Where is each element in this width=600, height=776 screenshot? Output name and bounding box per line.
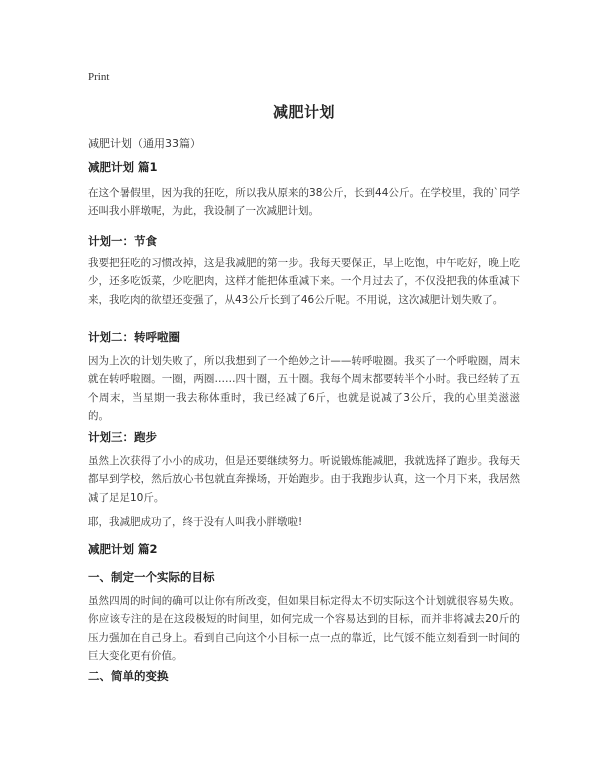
section-heading-article-1: 减肥计划 篇1 [88, 160, 158, 174]
document-title: 减肥计划 [272, 103, 335, 121]
paragraph-plan-3: 虽然上次获得了小小的成功，但是还要继续努力。听说锻炼能减肥，我就选择了跑步。我每天都早到学校，然后放心书包就直奔操场，开始跑步。由于我跑步认真，这一个月下来，我居然减了足足10斤。 [88, 455, 520, 504]
heading-goal: 一、制定一个实际的目标 [88, 570, 215, 584]
print-label[interactable]: Print [88, 71, 110, 83]
heading-simple-change: 二、简单的变换 [88, 669, 169, 683]
heading-plan-2: 计划二：转呼啦圈 [88, 330, 180, 344]
document-subtitle: 减肥计划（通用33篇） [88, 137, 201, 150]
heading-plan-1: 计划一：节食 [88, 234, 157, 248]
paragraph-plan-2: 因为上次的计划失败了，所以我想到了一个绝妙之计——转呼啦圈。我买了一个呼啦圈，周末就在转呼啦圈。一圈，两圈……四十圈，五十圈。我每个周末都要转半个小时。我已经转了五个周末，当星期一我去称体重时，我已经减了6斤，也就是说减了3公斤，我的心里美滋滋的。 [88, 355, 520, 422]
paragraph-success: 耶，我减肥成功了，终于没有人叫我小胖墩啦! [88, 516, 303, 528]
paragraph-goal: 虽然四周的时间的确可以让你有所改变，但如果目标定得太不切实际这个计划就很容易失败。你应该专注的是在这段极短的时间里，如何完成一个容易达到的目标，而并非将减去20斤的压力强加在自己身上。看到自己向这个小目标一点一点的靠近，比气馁不能立刻看到一时间的巨大变化更有价值。 [88, 595, 520, 662]
heading-plan-3: 计划三：跑步 [88, 430, 157, 444]
paragraph-plan-1: 我要把狂吃的习惯改掉，这是我减肥的第一步。我每天要保正，早上吃饱，中午吃好，晚上吃少，还多吃饭菜，少吃肥肉，这样才能把体重减下来。一个月过去了，不仅没把我的体重减下来，我吃肉的欲望还变强了，从43公斤长到了46公斤呢。不用说，这次减肥计划失败了。 [88, 257, 520, 306]
section-heading-article-2: 减肥计划 篇2 [88, 542, 158, 556]
paragraph-intro: 在这个暑假里，因为我的狂吃，所以我从原来的38公斤，长到44公斤。在学校里，我的`同学还叫我小胖墩呢，为此，我设制了一次减肥计划。 [88, 187, 520, 218]
